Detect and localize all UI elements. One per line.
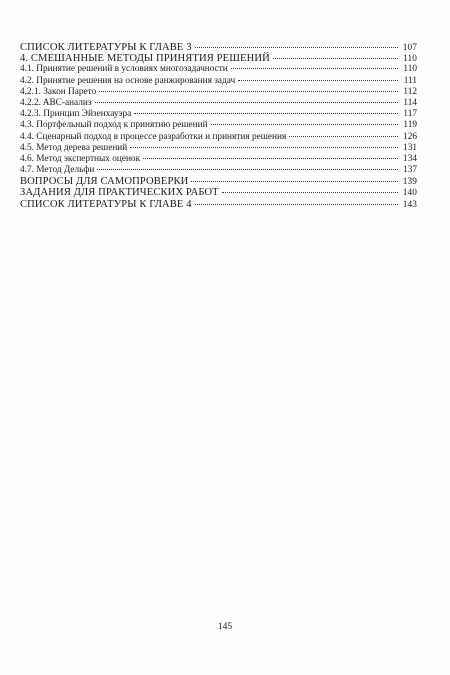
toc-leader-dots [99, 91, 398, 92]
toc-entry-page: 107 [402, 43, 417, 53]
toc-entry [20, 143, 417, 154]
toc-entry-title: СПИСОК ЛИТЕРАТУРЫ К ГЛАВЕ 3 [20, 42, 192, 53]
toc-leader-dots [130, 147, 398, 148]
toc-entry-title: 4.5. Метод дерева решений [20, 142, 128, 153]
toc-leader-dots [95, 102, 398, 103]
toc-leader-dots [195, 47, 398, 48]
toc-leader-dots [289, 136, 398, 137]
toc-entry [20, 64, 417, 75]
toc-entry-page: 112 [403, 86, 417, 97]
toc-entry [20, 187, 417, 198]
toc-entry [20, 132, 417, 143]
toc-entry-page: 131 [403, 142, 417, 153]
toc-entry-page: 111 [403, 75, 417, 86]
toc-entry [20, 176, 417, 187]
toc-entry-page: 143 [402, 199, 417, 210]
toc-entry-page: 117 [403, 109, 417, 120]
toc-leader-dots [195, 204, 398, 205]
toc-leader-dots [273, 58, 398, 59]
toc-entry [20, 199, 417, 210]
toc-entry-title: 4.2.2. ABC-анализ [20, 97, 92, 108]
toc-leader-dots [222, 192, 398, 193]
table-of-contents [20, 42, 417, 210]
toc-entry-title: 4. СМЕШАННЫЕ МЕТОДЫ ПРИНЯТИЯ РЕШЕНИЙ [20, 53, 270, 65]
toc-entry [20, 42, 417, 53]
toc-entry-page: 119 [403, 120, 417, 131]
toc-entry-title: 4.7. Метод Дельфи [20, 165, 95, 176]
toc-leader-dots [211, 124, 398, 125]
toc-leader-dots [134, 113, 398, 114]
toc-entry-page: 126 [403, 131, 417, 142]
toc-entry-title: 4.4. Сценарный подход в процессе разработки и принятия решения [20, 131, 287, 142]
page-number: 145 [217, 622, 233, 632]
toc-entry [20, 76, 417, 87]
toc-leader-dots [143, 158, 398, 159]
toc-entry [20, 98, 417, 109]
toc-entry-page: 139 [402, 177, 417, 188]
toc-entry-title: ВОПРОСЫ ДЛЯ САМОПРОВЕРКИ [20, 176, 189, 188]
toc-entry [20, 53, 417, 64]
toc-entry-title: 4.6. Метод экспертных оценок [20, 153, 141, 164]
toc-entry [20, 154, 417, 165]
toc-entry [20, 165, 417, 176]
toc-leader-dots [231, 68, 398, 69]
toc-entry-page: 134 [403, 153, 417, 164]
toc-entry [20, 87, 417, 98]
toc-entry-page: 140 [402, 188, 417, 199]
toc-entry-title: 4.2. Принятие решения на основе ранжирования задач [20, 75, 236, 86]
toc-entry-title: 4.2.1. Закон Парето [20, 86, 97, 97]
toc-entry-title: 4.2.3. Принцип Эйзенхауэра [20, 109, 132, 120]
toc-leader-dots [238, 80, 398, 81]
toc-entry-page: 137 [403, 165, 417, 176]
toc-leader-dots [97, 169, 398, 170]
toc-entry-page: 110 [403, 54, 417, 65]
toc-entry-page: 114 [403, 97, 417, 108]
toc-entry [20, 120, 417, 131]
toc-entry-title: 4.1. Принятие решений в условиях многозадачности [20, 64, 228, 75]
toc-entry [20, 109, 417, 120]
toc-entry-title: СПИСОК ЛИТЕРАТУРЫ К ГЛАВЕ 4 [20, 198, 192, 210]
toc-entry-title: ЗАДАНИЯ ДЛЯ ПРАКТИЧЕСКИХ РАБОТ [20, 187, 219, 199]
toc-leader-dots [191, 181, 398, 182]
toc-entry-page: 110 [403, 64, 417, 75]
toc-entry-title: 4.3. Портфельный подход к принятию решений [20, 120, 208, 131]
